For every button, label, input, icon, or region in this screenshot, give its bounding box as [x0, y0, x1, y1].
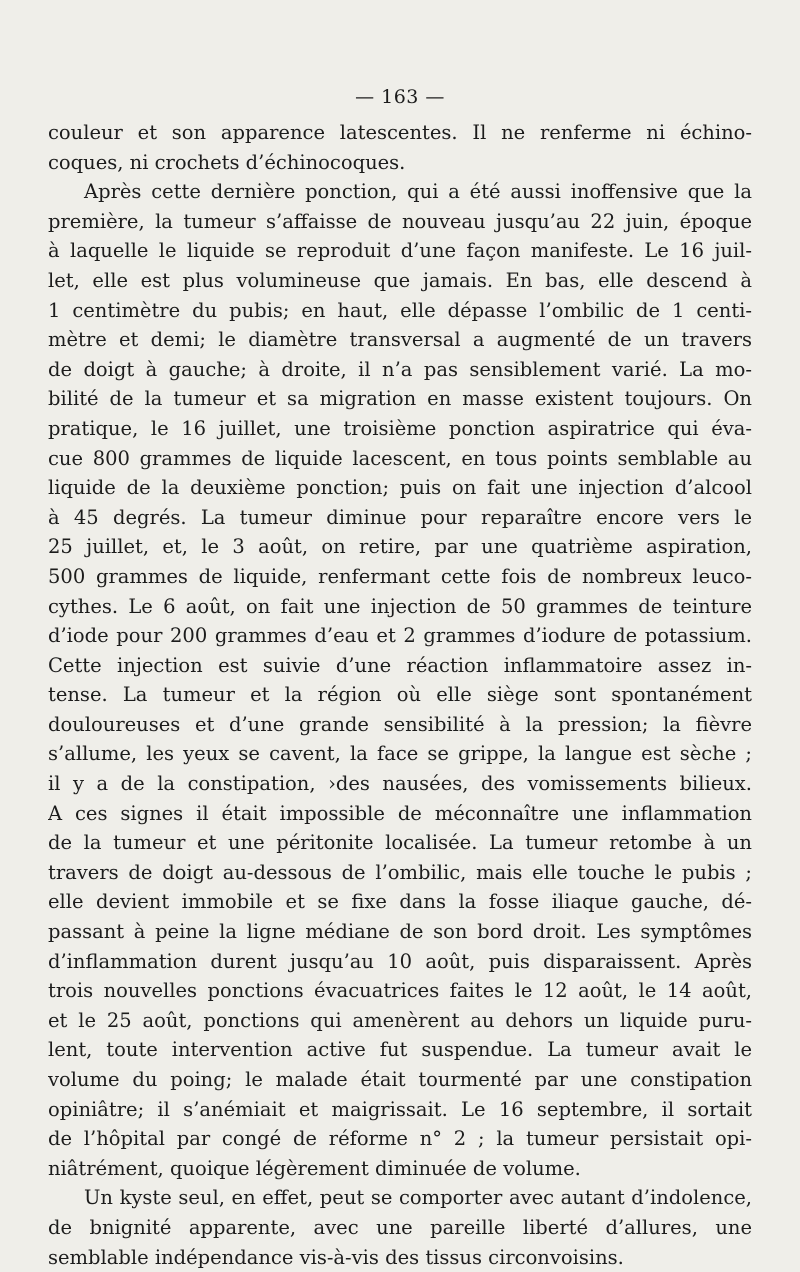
text-line: niâtrément, quoique légèrement diminuée de volume.: [48, 1156, 581, 1180]
text-line: travers de doigt au-dessous de l’ombilic, mais elle touche le pubis ;: [48, 860, 752, 884]
text-line: couleur et son apparence latescentes. Il ne renferme ni échino-: [48, 121, 752, 144]
text-line: cythes. Le 6 août, on fait une injection de 50 grammes de teinture: [48, 594, 752, 618]
text-line: de doigt à gauche; à droite, il n’a pas sensiblement varié. La mo-: [48, 357, 752, 381]
text-line: mètre et demi; le diamètre transversal a augmenté de un travers: [48, 328, 752, 352]
body-text: [48, 118, 752, 1272]
text-line: première, la tumeur s’affaisse de nouveau jusqu’au 22 juin, époque: [48, 209, 752, 233]
text-line: Un kyste seul, en effet, peut se comporter avec autant d’indolence,: [84, 1186, 752, 1210]
text-line: d’iode pour 200 grammes d’eau et 2 grammes d’iodure de potassium.: [48, 624, 752, 648]
text-line: lent, toute intervention active fut suspendue. La tumeur avait le: [48, 1038, 752, 1062]
text-line: à laquelle le liquide se reproduit d’une façon manifeste. Le 16 juil-: [48, 239, 752, 263]
text-line: de bnignité apparente, avec une pareille liberté d’allures, une: [48, 1215, 752, 1239]
text-line: 25 juillet, et, le 3 août, on retire, par une quatrième aspiration,: [48, 535, 752, 559]
text-line: s’allume, les yeux se cavent, la face se grippe, la langue est sèche ;: [48, 742, 752, 766]
text-line: Après cette dernière ponction, qui a été aussi inoffensive que la: [84, 180, 752, 204]
text-line: trois nouvelles ponctions évacuatrices faites le 12 août, le 14 août,: [48, 979, 752, 1003]
text-line: elle devient immobile et se fixe dans la fosse iliaque gauche, dé-: [48, 890, 752, 914]
text-line: de la tumeur et une péritonite localisée. La tumeur retombe à un: [48, 831, 752, 855]
text-line: let, elle est plus volumineuse que jamais. En bas, elle descend à: [48, 268, 752, 292]
text-line: de l’hôpital par congé de réforme n° 2 ; la tumeur persistait opi-: [48, 1127, 752, 1151]
text-line: 500 grammes de liquide, renfermant cette fois de nombreux leuco-: [48, 564, 752, 588]
text-line: pratique, le 16 juillet, une troisième ponction aspiratrice qui éva-: [48, 416, 752, 440]
text-line: coques, ni crochets d’échinocoques.: [48, 150, 406, 174]
text-line: douloureuses et d’une grande sensibilité à la pression; la fièvre: [48, 712, 752, 736]
text-line: cue 800 grammes de liquide lacescent, en tous points semblable au: [48, 446, 752, 470]
text-line: d’inflammation durent jusqu’au 10 août, puis disparaissent. Après: [48, 949, 752, 973]
text-line: passant à peine la ligne médiane de son bord droit. Les symptômes: [48, 920, 752, 944]
text-line: à 45 degrés. La tumeur diminue pour reparaître encore vers le: [48, 505, 752, 529]
text-line: Cette injection est suivie d’une réaction inflammatoire assez in-: [48, 653, 752, 677]
text-line: A ces signes il était impossible de méconnaître une inflammation: [48, 801, 752, 825]
text-line: bilité de la tumeur et sa migration en masse existent toujours. On: [48, 387, 752, 411]
text-line: et le 25 août, ponctions qui amenèrent au dehors un liquide puru-: [48, 1008, 752, 1032]
text-line: 1 centimètre du pubis; en haut, elle dépasse l’ombilic de 1 centi-: [48, 298, 752, 322]
page-number: — 163 —: [355, 86, 445, 108]
text-line: opiniâtre; il s’anémiait et maigrissait. Le 16 septembre, il sortait: [48, 1097, 752, 1121]
text-line: semblable indépendance vis-à-vis des tissus circonvoisins.: [48, 1245, 624, 1269]
text-line: liquide de la deuxième ponction; puis on fait une injection d’alcool: [48, 476, 752, 500]
text-line: il y a de la constipation, ›des nausées, des vomissements bilieux.: [48, 772, 752, 796]
text-line: tense. La tumeur et la région où elle siège sont spontanément: [48, 683, 752, 707]
text-line: volume du poing; le malade était tourmenté par une constipation: [48, 1068, 752, 1091]
